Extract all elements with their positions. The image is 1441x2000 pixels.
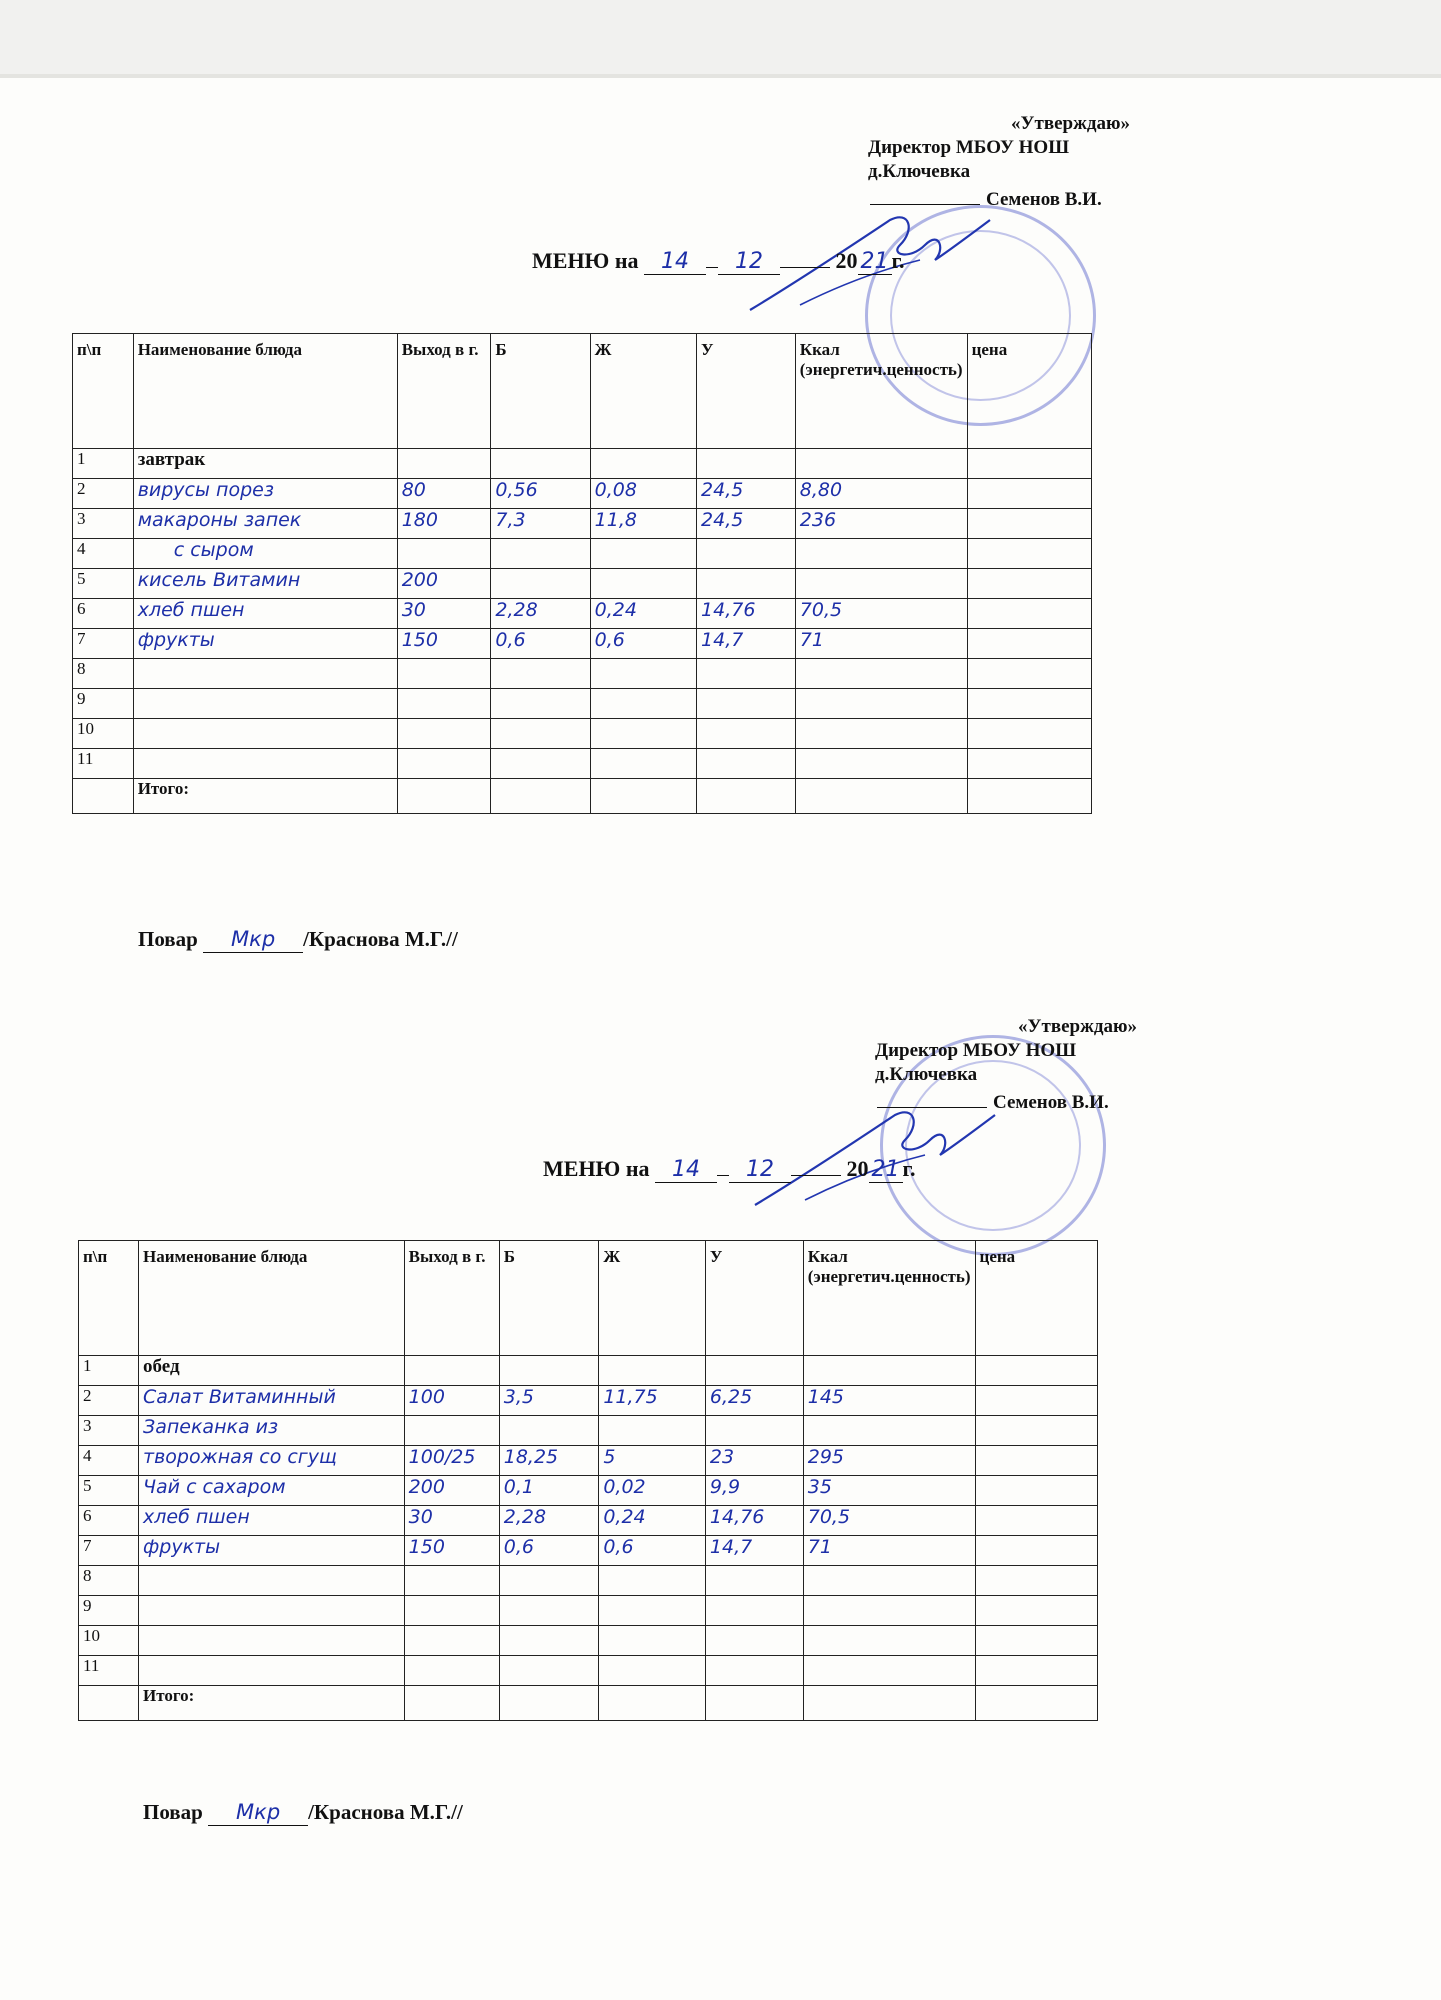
- cell: [795, 779, 967, 814]
- cell: [590, 779, 696, 814]
- director-signature: [745, 1085, 1005, 1215]
- cell: [803, 1686, 975, 1721]
- cell: [133, 749, 397, 779]
- table-row: [79, 1416, 1098, 1446]
- protein-value: 2,28: [491, 599, 590, 629]
- day-value: 14: [661, 249, 689, 274]
- kcal-value: 70,5: [795, 599, 967, 629]
- table-row: [73, 569, 1092, 599]
- price-value: [975, 1536, 1097, 1566]
- cell: [975, 1596, 1097, 1626]
- row-number: 11: [79, 1656, 139, 1686]
- column-header: Б: [491, 334, 590, 449]
- cell: [491, 689, 590, 719]
- cell: [697, 719, 796, 749]
- yield-value: 180: [397, 509, 491, 539]
- kcal-value: [795, 569, 967, 599]
- cell: [133, 719, 397, 749]
- cook-signature: [208, 1800, 308, 1826]
- year-end: г.: [891, 248, 905, 273]
- table-row: [79, 1356, 1098, 1386]
- protein-value: 0,6: [499, 1536, 599, 1566]
- cell: [139, 1566, 405, 1596]
- menu-table: [78, 1240, 1098, 1721]
- price-value: [967, 509, 1091, 539]
- row-number: 9: [79, 1596, 139, 1626]
- month-value: 12: [746, 1157, 774, 1182]
- cell: [491, 749, 590, 779]
- cell: [491, 449, 590, 479]
- row-number: 9: [73, 689, 134, 719]
- yield-value: 80: [397, 479, 491, 509]
- cell: [975, 1656, 1097, 1686]
- cell: [705, 1626, 803, 1656]
- dish-name: хлеб пшен: [133, 599, 397, 629]
- carb-value: 14,7: [705, 1536, 803, 1566]
- protein-value: 0,1: [499, 1476, 599, 1506]
- menu-title-prefix: МЕНЮ на: [543, 1156, 650, 1181]
- fat-value: 0,6: [590, 629, 696, 659]
- scan-border-line: [0, 74, 1441, 78]
- cell: [795, 719, 967, 749]
- kcal-value: 35: [803, 1476, 975, 1506]
- kcal-value: 145: [803, 1386, 975, 1416]
- row-number: 4: [73, 539, 134, 569]
- cook-label: Повар: [138, 927, 198, 951]
- column-header: Наименование блюда: [133, 334, 397, 449]
- column-header: У: [697, 334, 796, 449]
- price-value: [967, 479, 1091, 509]
- fat-value: [590, 539, 696, 569]
- protein-value: 7,3: [491, 509, 590, 539]
- menu-date-month: [729, 1156, 791, 1183]
- column-header: п\п: [73, 334, 134, 449]
- fat-value: 0,02: [599, 1476, 706, 1506]
- cell: [590, 719, 696, 749]
- cell: [499, 1656, 599, 1686]
- date-sep: [717, 1175, 729, 1176]
- menu-title-prefix: МЕНЮ на: [532, 248, 639, 273]
- day-value: 14: [672, 1157, 700, 1182]
- carb-value: 23: [705, 1446, 803, 1476]
- cell: [404, 1596, 499, 1626]
- cell: [803, 1626, 975, 1656]
- row-number: 10: [73, 719, 134, 749]
- cell: [975, 1686, 1097, 1721]
- protein-value: 2,28: [499, 1506, 599, 1536]
- table-row: [73, 449, 1092, 479]
- cell: [795, 749, 967, 779]
- table-row: [73, 659, 1092, 689]
- menu-title: [532, 248, 905, 275]
- cell: [803, 1566, 975, 1596]
- table-row: [79, 1566, 1098, 1596]
- cell: [599, 1566, 706, 1596]
- cell: [590, 449, 696, 479]
- cell: [599, 1686, 706, 1721]
- approval-line: «Утверждаю»: [1018, 1016, 1137, 1037]
- approval-line: д.Ключевка: [875, 1064, 978, 1085]
- row-number: 10: [79, 1626, 139, 1656]
- table-header-row: [79, 1241, 1098, 1356]
- row-number: 6: [79, 1506, 139, 1536]
- protein-value: 0,56: [491, 479, 590, 509]
- menu-date-day: [655, 1156, 717, 1183]
- cell: [803, 1656, 975, 1686]
- cook-signature-text: Мкр: [236, 1800, 281, 1824]
- table-header-row: [73, 334, 1092, 449]
- fat-value: 0,6: [599, 1536, 706, 1566]
- total-label: Итого:: [133, 779, 397, 814]
- cell: [967, 449, 1091, 479]
- approval-line: «Утверждаю»: [1011, 113, 1130, 134]
- cell: [967, 749, 1091, 779]
- cell: [795, 659, 967, 689]
- carb-value: 6,25: [705, 1386, 803, 1416]
- menu-date-year: [869, 1156, 903, 1183]
- cell: [133, 659, 397, 689]
- column-header: цена: [967, 334, 1091, 449]
- approval-line: Семенов В.И.: [993, 1092, 1109, 1113]
- cell: [705, 1596, 803, 1626]
- row-number: 7: [79, 1536, 139, 1566]
- cell: [967, 719, 1091, 749]
- carb-value: 24,5: [697, 509, 796, 539]
- column-header: Ккал (энергетич.ценность): [803, 1241, 975, 1356]
- column-header: Выход в г.: [404, 1241, 499, 1356]
- year-prefix: 20: [835, 248, 858, 273]
- fat-value: 5: [599, 1446, 706, 1476]
- cell: [404, 1686, 499, 1721]
- table-row: [73, 749, 1092, 779]
- dish-name: Чай с сахаром: [139, 1476, 405, 1506]
- protein-value: 18,25: [499, 1446, 599, 1476]
- table-row: [79, 1446, 1098, 1476]
- dish-name: макароны запек: [133, 509, 397, 539]
- cell: [491, 659, 590, 689]
- cell: [397, 749, 491, 779]
- row-number: 2: [79, 1386, 139, 1416]
- table-row: [79, 1386, 1098, 1416]
- approval-line: Директор МБОУ НОШ: [875, 1040, 1077, 1061]
- price-value: [975, 1506, 1097, 1536]
- kcal-value: 8,80: [795, 479, 967, 509]
- table-row: [73, 719, 1092, 749]
- cell: [404, 1566, 499, 1596]
- menu-date-day: [644, 248, 706, 275]
- yield-value: 150: [404, 1536, 499, 1566]
- cell: [397, 779, 491, 814]
- kcal-value: [795, 539, 967, 569]
- column-header: цена: [975, 1241, 1097, 1356]
- yield-value: 30: [397, 599, 491, 629]
- row-number: 5: [79, 1476, 139, 1506]
- carb-value: 14,76: [705, 1506, 803, 1536]
- price-value: [967, 539, 1091, 569]
- row-number: 1: [73, 449, 134, 479]
- total-label: Итого:: [139, 1686, 405, 1721]
- price-value: [975, 1416, 1097, 1446]
- cell: [79, 1686, 139, 1721]
- cell: [697, 689, 796, 719]
- column-header: Б: [499, 1241, 599, 1356]
- carb-value: 24,5: [697, 479, 796, 509]
- table-row: [79, 1506, 1098, 1536]
- meal-name: обед: [139, 1356, 405, 1386]
- row-number: 11: [73, 749, 134, 779]
- cook-signature-line: [143, 1800, 463, 1826]
- date-sep: [791, 1175, 841, 1176]
- price-value: [975, 1446, 1097, 1476]
- cell: [491, 719, 590, 749]
- kcal-value: 70,5: [803, 1506, 975, 1536]
- yield-value: 100: [404, 1386, 499, 1416]
- row-number: 4: [79, 1446, 139, 1476]
- cell: [139, 1656, 405, 1686]
- dish-name: фрукты: [133, 629, 397, 659]
- meal-name: завтрак: [133, 449, 397, 479]
- row-number: 3: [73, 509, 134, 539]
- column-header: Ж: [599, 1241, 706, 1356]
- dish-name: с сыром: [133, 539, 397, 569]
- cell: [599, 1656, 706, 1686]
- dish-name: творожная со сгущ: [139, 1446, 405, 1476]
- kcal-value: [803, 1416, 975, 1446]
- column-header: У: [705, 1241, 803, 1356]
- month-value: 12: [735, 249, 763, 274]
- cell: [397, 689, 491, 719]
- protein-value: [491, 569, 590, 599]
- cell: [975, 1626, 1097, 1656]
- cell: [975, 1566, 1097, 1596]
- protein-value: [499, 1416, 599, 1446]
- cell: [133, 689, 397, 719]
- dish-name: вирусы порез: [133, 479, 397, 509]
- cell: [697, 779, 796, 814]
- price-value: [975, 1386, 1097, 1416]
- row-number: 1: [79, 1356, 139, 1386]
- cell: [803, 1356, 975, 1386]
- year-prefix: 20: [846, 1156, 869, 1181]
- fat-value: 0,24: [599, 1506, 706, 1536]
- cell: [599, 1596, 706, 1626]
- protein-value: 3,5: [499, 1386, 599, 1416]
- carb-value: 9,9: [705, 1476, 803, 1506]
- cell: [967, 659, 1091, 689]
- cell: [397, 449, 491, 479]
- year-value: 21: [860, 249, 889, 274]
- yield-value: 100/25: [404, 1446, 499, 1476]
- column-header: п\п: [79, 1241, 139, 1356]
- cook-signature: [203, 927, 303, 953]
- column-header: Выход в г.: [397, 334, 491, 449]
- table-row: [73, 599, 1092, 629]
- cell: [397, 659, 491, 689]
- kcal-value: 71: [795, 629, 967, 659]
- cell: [404, 1656, 499, 1686]
- table-row: [79, 1536, 1098, 1566]
- cell: [705, 1686, 803, 1721]
- cell: [499, 1356, 599, 1386]
- fat-value: 11,75: [599, 1386, 706, 1416]
- table-row: [73, 509, 1092, 539]
- dish-name: фрукты: [139, 1536, 405, 1566]
- cell: [139, 1596, 405, 1626]
- yield-value: 30: [404, 1506, 499, 1536]
- cell: [697, 659, 796, 689]
- carb-value: 14,7: [697, 629, 796, 659]
- table-row: [73, 689, 1092, 719]
- menu-title: [543, 1156, 916, 1183]
- cell: [697, 449, 796, 479]
- row-number: 7: [73, 629, 134, 659]
- year-value: 21: [871, 1157, 900, 1182]
- kcal-value: 71: [803, 1536, 975, 1566]
- dish-name: Запеканка из: [139, 1416, 405, 1446]
- cell: [705, 1656, 803, 1686]
- fat-value: [599, 1416, 706, 1446]
- protein-value: [491, 539, 590, 569]
- menu-date-month: [718, 248, 780, 275]
- dish-name: хлеб пшен: [139, 1506, 405, 1536]
- total-row: [73, 779, 1092, 814]
- column-header: Ж: [590, 334, 696, 449]
- yield-value: 200: [397, 569, 491, 599]
- approval-line: Директор МБОУ НОШ: [868, 137, 1070, 158]
- row-number: 5: [73, 569, 134, 599]
- protein-value: 0,6: [491, 629, 590, 659]
- yield-value: [404, 1416, 499, 1446]
- table-row: [79, 1656, 1098, 1686]
- table-row: [79, 1476, 1098, 1506]
- dish-name: Салат Витаминный: [139, 1386, 405, 1416]
- row-number: 6: [73, 599, 134, 629]
- approval-line: Семенов В.И.: [986, 189, 1102, 210]
- cell: [397, 719, 491, 749]
- fat-value: 11,8: [590, 509, 696, 539]
- fat-value: 0,24: [590, 599, 696, 629]
- cell: [499, 1686, 599, 1721]
- carb-value: [697, 569, 796, 599]
- cell: [404, 1356, 499, 1386]
- carb-value: [697, 539, 796, 569]
- cell: [491, 779, 590, 814]
- cell: [590, 659, 696, 689]
- cook-label: Повар: [143, 1800, 203, 1824]
- cell: [404, 1626, 499, 1656]
- table-row: [73, 479, 1092, 509]
- cook-signature-line: [138, 927, 458, 953]
- row-number: 3: [79, 1416, 139, 1446]
- kcal-value: 236: [795, 509, 967, 539]
- yield-value: 150: [397, 629, 491, 659]
- cell: [499, 1626, 599, 1656]
- cell: [590, 749, 696, 779]
- row-number: 8: [79, 1566, 139, 1596]
- scan-border: [0, 0, 1441, 78]
- cell: [975, 1356, 1097, 1386]
- cell: [705, 1356, 803, 1386]
- dish-name: кисель Витамин: [133, 569, 397, 599]
- cell: [795, 449, 967, 479]
- table-row: [79, 1596, 1098, 1626]
- cell: [599, 1356, 706, 1386]
- fat-value: [590, 569, 696, 599]
- cell: [599, 1626, 706, 1656]
- price-value: [975, 1476, 1097, 1506]
- price-value: [967, 599, 1091, 629]
- date-sep: [780, 267, 830, 268]
- table-row: [73, 629, 1092, 659]
- price-value: [967, 629, 1091, 659]
- year-end: г.: [902, 1156, 916, 1181]
- approval-line: д.Ключевка: [868, 161, 971, 182]
- fat-value: 0,08: [590, 479, 696, 509]
- row-number: 2: [73, 479, 134, 509]
- column-header: Наименование блюда: [139, 1241, 405, 1356]
- menu-date-year: [858, 248, 892, 275]
- cell: [73, 779, 134, 814]
- kcal-value: 295: [803, 1446, 975, 1476]
- price-value: [967, 569, 1091, 599]
- cell: [499, 1596, 599, 1626]
- cook-name: /Краснова М.Г.//: [308, 1800, 463, 1824]
- table-row: [79, 1626, 1098, 1656]
- cell: [499, 1566, 599, 1596]
- yield-value: [397, 539, 491, 569]
- yield-value: 200: [404, 1476, 499, 1506]
- cell: [139, 1626, 405, 1656]
- cell: [967, 779, 1091, 814]
- row-number: 8: [73, 659, 134, 689]
- date-sep: [706, 267, 718, 268]
- cell: [705, 1566, 803, 1596]
- table-row: [73, 539, 1092, 569]
- total-row: [79, 1686, 1098, 1721]
- cook-signature-text: Мкр: [231, 927, 276, 951]
- cell: [795, 689, 967, 719]
- cook-name: /Краснова М.Г.//: [303, 927, 458, 951]
- column-header: Ккал (энергетич.ценность): [795, 334, 967, 449]
- carb-value: [705, 1416, 803, 1446]
- cell: [590, 689, 696, 719]
- cell: [967, 689, 1091, 719]
- carb-value: 14,76: [697, 599, 796, 629]
- cell: [803, 1596, 975, 1626]
- cell: [697, 749, 796, 779]
- menu-table: [72, 333, 1092, 814]
